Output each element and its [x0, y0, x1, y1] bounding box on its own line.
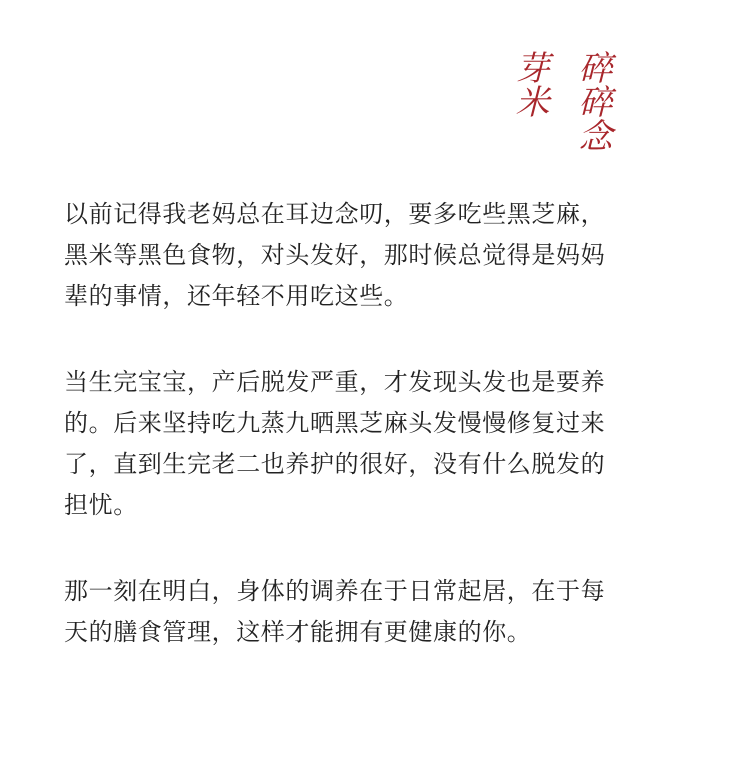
paragraph-line: 担忧。	[64, 491, 138, 519]
paragraph-line: 当生完宝宝，产后脱发严重，才发现头发也是要养	[64, 368, 606, 396]
paragraph-line: 辈的事情，还年轻不用吃这些。	[64, 282, 409, 310]
paragraph-line: 天的膳食管理，这样才能拥有更健康的你。	[64, 618, 532, 646]
paragraph-line: 黑米等黑色食物，对头发好，那时候总觉得是妈妈	[64, 241, 606, 269]
paragraph-line: 那一刻在明白，身体的调养在于日常起居，在于每	[64, 577, 606, 605]
paragraph-line: 以前记得我老妈总在耳边念叨，要多吃些黑芝麻，	[64, 200, 606, 228]
article-body	[64, 194, 684, 698]
paragraph-3	[64, 571, 684, 653]
title-column-2: 芽米	[509, 50, 549, 118]
paragraph-2	[64, 362, 684, 526]
paragraph-1	[64, 194, 684, 317]
paragraph-line: 了，直到生完老二也养护的很好，没有什么脱发的	[64, 450, 606, 478]
title-column-1: 碎碎念	[572, 50, 612, 152]
paragraph-line: 的。后来坚持吃九蒸九晒黑芝麻头发慢慢修复过来	[64, 409, 606, 437]
